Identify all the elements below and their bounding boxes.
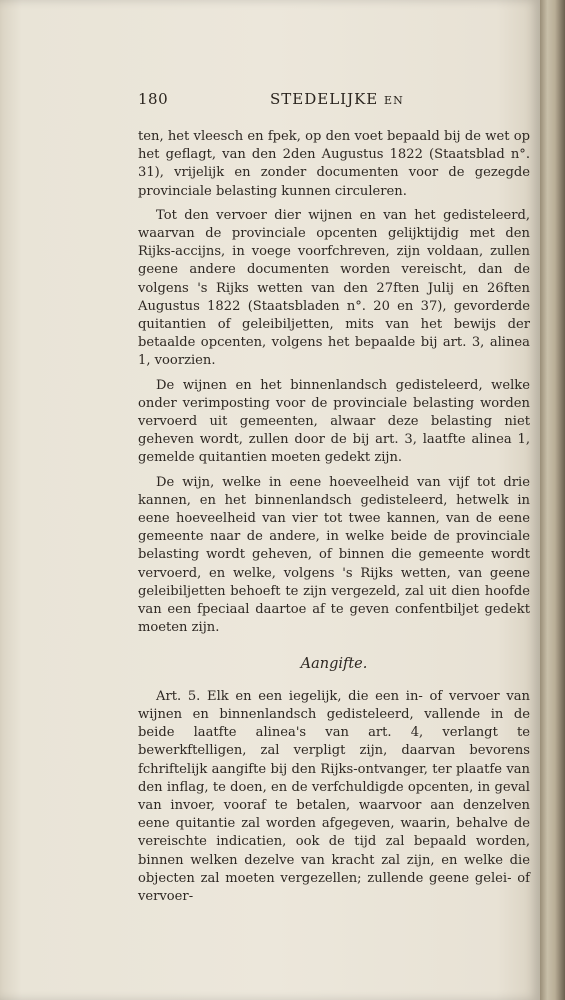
paragraph-3: De wijnen en het binnenlandsch gedisteleerd, welke onder verimposting voor de provinciale belasting worden vervoerd uit gemeenten, alwaar deze belasting niet geheven wordt, zullen door de bij art. 3, laatfte alinea 1, gemelde quitantien moeten gedekt zijn. [138,377,530,466]
book-edge [540,0,565,1000]
section-title: Aangifte. [300,656,368,673]
paragraph-1: ten, het vleesch en fpek, op den voet bepaald bij de wet op het geflagt, van den 2den Augustus 1822 (Staatsblad n°. 31), vrijelijk en zonder documenten voor de gezegde provinciale belasting kunnen circuleren. [138,129,530,199]
running-head-small: EN [384,94,404,107]
paragraph-2: Tot den vervoer dier wijnen en van het gedisteleerd, waarvan de provinciale opcenten gelijktijdig met den Rijks-accijns, in voege voorfchreven, zijn voldaan, zullen geene andere documenten worden vereischt, dan de volgens 's Rijks wetten van den 27ften Julij en 26ften Augustus 1822 (Staatsbladen n°. 20 en 37), gevorderde quitantien of geleibiljetten, mits van het bewijs der betaalde opcenten, volgens het bepaalde bij art. 3, alinea 1, voorzien. [138,207,530,369]
running-head-main: STEDELIJKE [270,90,379,108]
paragraph-4: De wijn, welke in eene hoeveelheid van vijf tot drie kannen, en het binnenlandsch gedisteleerd, hetwelk in eene hoeveelheid van vier tot twee kannen, van de eene gemeente naar de andere, in welke beide de provinciale belasting wordt geheven, of binnen die gemeente wordt vervoerd, en welke, volgens 's Rijks wetten, van geene geleibiljetten behoeft te zijn vergezeld, zal uit dien hoofde van een fpeciaal daartoe af te geven confentbiljet gedekt moeten zijn. [138,474,530,636]
body-text [138,128,530,912]
page-number: 180 [138,90,169,108]
article-5: Art. 5. Elk en een iegelijk, die een in- of vervoer van wijnen en binnenlandsch gedisteleerd, vallende in de beide laatfte alinea's van art. 4, verlangt te bewerkftelligen, zal verpligt zijn, daarvan bevorens fchriftelijk aangifte bij den Rijks-ontvanger, ter plaatfe van den inflag, te doen, en de verfchuldigde opcenten, in geval van invoer, vooraf te betalen, waarvoor aan denzelven eene quitantie zal worden afgegeven, waarin, behalve de vereischte indicatien, ook de tijd zal bepaald worden, binnen welken dezelve van kracht zal zijn, en welke die objecten zal moeten vergezellen; zullende geene gelei- of vervoer- [138,688,530,904]
page-header [138,90,528,114]
running-head [270,90,404,108]
